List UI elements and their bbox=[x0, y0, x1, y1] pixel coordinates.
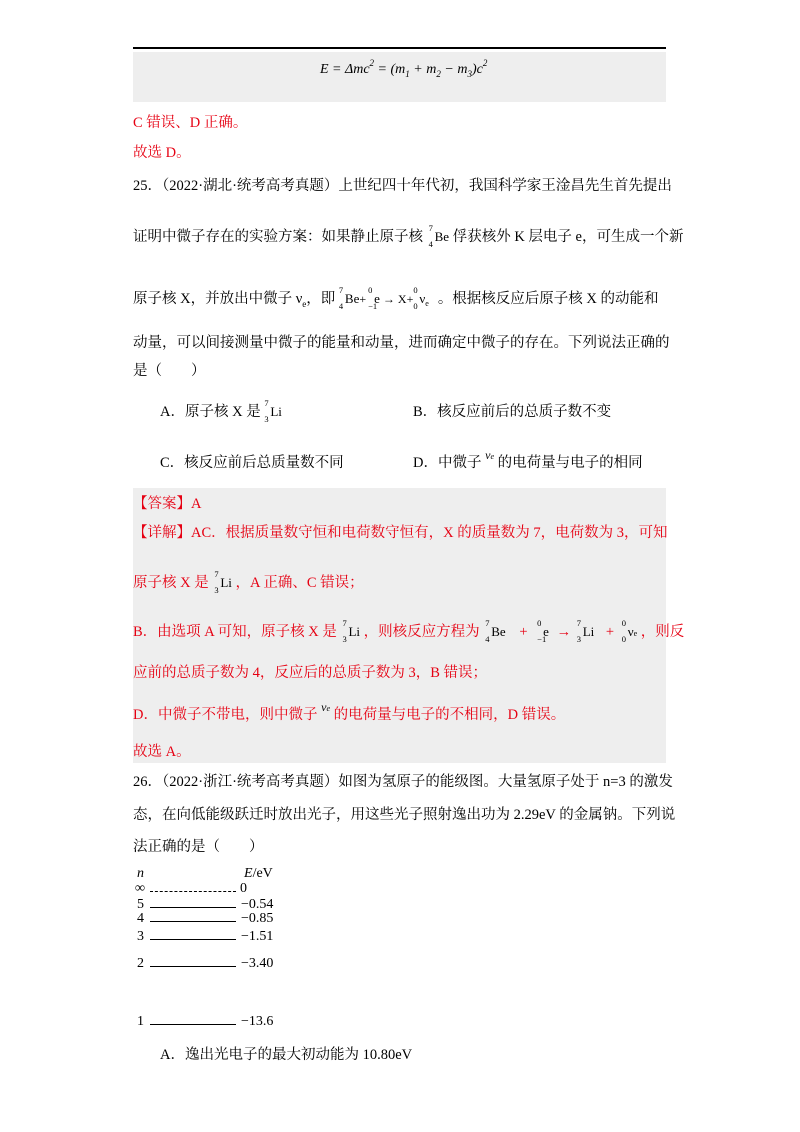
li7-isotope-3: 7 3 Li bbox=[342, 618, 361, 644]
energy-axis-label: E/eV bbox=[244, 866, 273, 881]
q25-line3-b: ，即 bbox=[306, 291, 336, 307]
detail3-c: ，则反 bbox=[640, 624, 685, 640]
level-3-e: −1.51 bbox=[241, 929, 274, 944]
q25-detail-3: B．由选项 A 可知，原子核 X 是 7 3 Li ，则核反应方程为 7 4 Be + 0 −1 e → 7 3 Li + 0 0 νe ，则反 bbox=[133, 618, 685, 644]
li7-isotope: 7 3 Li bbox=[264, 398, 282, 424]
q25-option-c: C．核反应前后总质量数不同 bbox=[160, 455, 344, 471]
detail3-b: ，则核反应方程为 bbox=[363, 624, 480, 640]
li7-isotope-4: 7 3 Li bbox=[576, 618, 595, 644]
reaction-equation: 7 4 Be+ 0 −1 e → X+ 0 0 $\nu_e$ bbox=[338, 285, 429, 311]
q25-line2-b: 俘获核外 K 层电子 e，可生成一个新 bbox=[452, 229, 684, 245]
level-2-n: 2 bbox=[137, 956, 144, 971]
level-5-line bbox=[150, 907, 236, 908]
q26-line2: 态，在向低能级跃迁时放出光子，用这些光子照射逸出功为 2.29eV 的金属钠。下列说 bbox=[133, 807, 676, 823]
level-5-n: 5 bbox=[137, 897, 144, 912]
level-inf-n: ∞ bbox=[135, 881, 145, 896]
q25-line3-c: 。根据核反应后原子核 X 的动能和 bbox=[437, 291, 659, 307]
detail2-b: ，A 正确、C 错误； bbox=[235, 575, 364, 591]
q25-choice: 故选 A。 bbox=[133, 744, 191, 760]
level-3-line bbox=[150, 939, 236, 940]
q25-line5: 是（ ） bbox=[133, 363, 206, 379]
be7-isotope: 7 4 Be bbox=[428, 223, 450, 249]
level-2-e: −3.40 bbox=[241, 956, 274, 971]
level-1-e: −13.6 bbox=[241, 1014, 274, 1029]
level-1-line bbox=[150, 1024, 236, 1025]
q25-option-a bbox=[160, 398, 282, 424]
neutrino-symbol: νe bbox=[485, 448, 494, 462]
level-4-line bbox=[150, 921, 236, 922]
q26-option-a: A．逸出光电子的最大初动能为 10.80eV bbox=[160, 1047, 413, 1063]
detail2-a: 原子核 X 是 bbox=[133, 575, 209, 591]
q25-detail-2 bbox=[133, 569, 364, 595]
q26-line3: 法正确的是（ ） bbox=[133, 839, 264, 855]
n-axis-label: n bbox=[137, 866, 144, 881]
level-4-n: 4 bbox=[137, 911, 144, 926]
q25-line1: 25．（2022·湖北·统考高考真题）上世纪四十年代初，我国科学家王淦昌先生首先提出 bbox=[133, 178, 672, 194]
q26-line1: 26．（2022·浙江·统考高考真题）如图为氢原子的能级图。大量氢原子处于 n=3 的激发 bbox=[133, 774, 673, 790]
be7-isotope-2: 7 4 Be bbox=[485, 618, 506, 644]
detail5-a: D．中微子不带电，则中微子 bbox=[133, 707, 318, 723]
option-a-text: A．原子核 X 是 bbox=[160, 404, 261, 420]
neutrino-isotope: 0 0 νe bbox=[621, 618, 638, 644]
level-4-e: −0.85 bbox=[241, 911, 274, 926]
level-1-n: 1 bbox=[137, 1014, 144, 1029]
q25-line3: 原子核 X，并放出中微子 $\nu_e$，即 7 4 Be+ 0 −1 e → X+ 0 0 $\nu_e$ 。根据核反应后原子核 X 的动能和 bbox=[133, 285, 659, 311]
level-inf-e: 0 bbox=[240, 881, 247, 896]
level-2-line bbox=[150, 966, 236, 967]
q24-choice: 故选 D。 bbox=[133, 145, 191, 161]
level-3-n: 3 bbox=[137, 929, 144, 944]
q25-line3-a: 原子核 X，并放出中微子 ν bbox=[133, 291, 303, 307]
q25-detail-5 bbox=[133, 700, 566, 727]
electron-symbol: 0 −1 e bbox=[537, 618, 549, 644]
q25-line2 bbox=[133, 223, 684, 249]
level-inf-line bbox=[150, 891, 236, 892]
q25-answer: 【答案】A bbox=[133, 496, 202, 512]
option-d-text-a: D．中微子 bbox=[413, 455, 482, 471]
header-rule bbox=[133, 47, 666, 49]
energy-formula: $E = \Delta mc^2 = (m_1 + m_2 - m_3)c^2$ bbox=[320, 58, 488, 79]
q25-option-b: B．核反应前后的总质子数不变 bbox=[413, 404, 612, 420]
level-5-e: −0.54 bbox=[241, 897, 274, 912]
q25-line4: 动量，可以间接测量中微子的能量和动量，进而确定中微子的存在。下列说法正确的 bbox=[133, 335, 670, 351]
q24-conclusion: C 错误、D 正确。 bbox=[133, 115, 248, 131]
q25-detail-1: 【详解】AC．根据质量数守恒和电荷数守恒有，X 的质量数为 7，电荷数为 3，可知 bbox=[133, 525, 668, 541]
detail3-a: B．由选项 A 可知，原子核 X 是 bbox=[133, 624, 337, 640]
neutrino-symbol-2: νe bbox=[321, 700, 330, 714]
q25-option-d bbox=[413, 448, 643, 475]
q25-line2-a: 证明中微子存在的实验方案：如果静止原子核 bbox=[133, 229, 423, 245]
q25-detail-4: 应前的总质子数为 4，反应后的总质子数为 3，B 错误； bbox=[133, 665, 488, 681]
detail5-b: 的电荷量与电子的不相同，D 错误。 bbox=[333, 707, 566, 723]
li7-isotope-2: 7 3 Li bbox=[214, 569, 232, 595]
option-d-text-b: 的电荷量与电子的相同 bbox=[497, 455, 643, 471]
